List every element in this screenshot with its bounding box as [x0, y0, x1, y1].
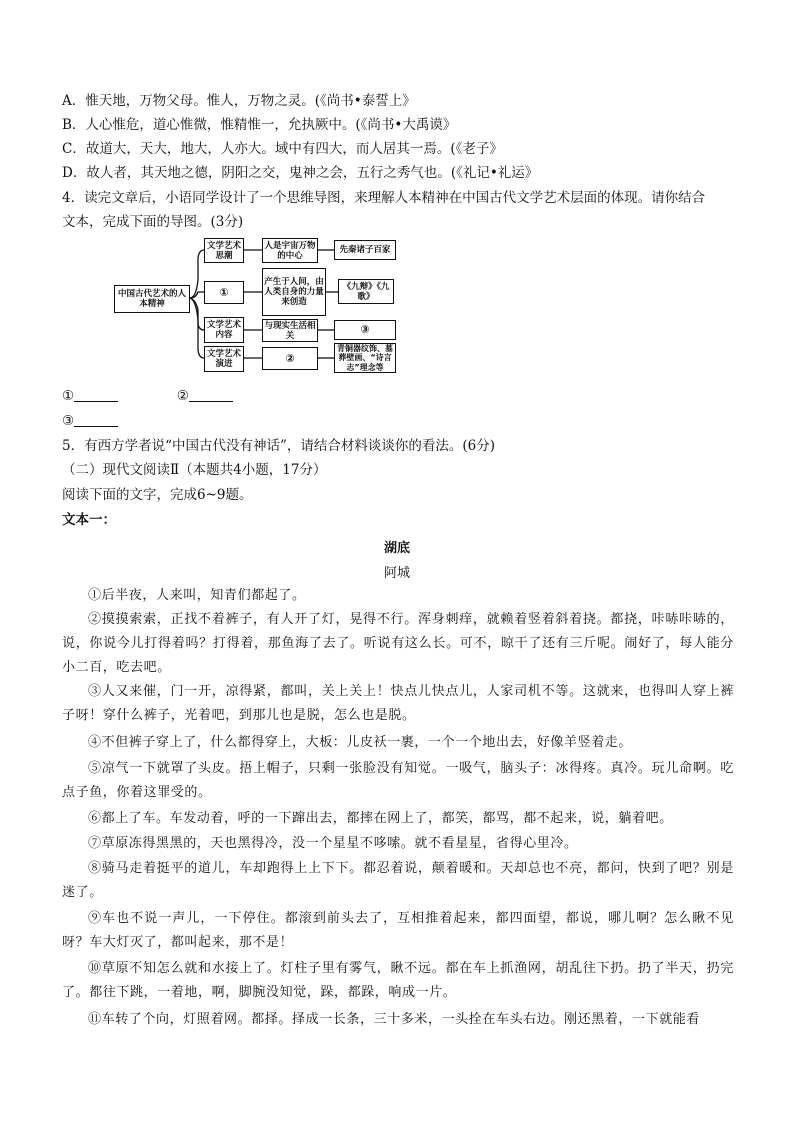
story-author: 阿城 [383, 566, 410, 581]
story-paragraph-8: ⑧骑马走着挺平的道儿，车却跑得上上下下。都忍着说，颠着暖和。天却总也不亮，都问，快到了吧？别是迷了。 [62, 861, 734, 900]
option-b: B．人心惟危，道心惟微，惟精惟一，允执厥中。(《尚书•大禹谟》 [62, 117, 457, 133]
branch-2-right: 《九辩》《九歌》 [338, 279, 394, 304]
story-paragraph-11: ⑪车转了个向，灯照着网。都择。择成一长条，三十多米，一头拴在车头右边。刚还黑着，一下就能看 [88, 1012, 701, 1027]
answer-blank-1[interactable] [74, 387, 118, 402]
question-4-line-1: 4．读完文章后，小语同学设计了一个思维导图，来理解人本精神在中国古代文学艺术层面的体现。请你结合 [62, 190, 706, 206]
branch-3-right: ③ [334, 320, 396, 340]
blank-2-marker: ② [176, 388, 189, 404]
question-5: 5．有西方学者说“中国古代没有神话”，请结合材料谈谈你的看法。(6分) [62, 438, 496, 454]
answer-blank-2[interactable] [189, 387, 233, 402]
branch-1-middle: 人是宇宙万物的中心 [262, 238, 318, 263]
answer-blank-3[interactable] [74, 412, 118, 427]
branch-2-middle: 产生于人间，由人类自身的力量来创造 [262, 268, 326, 316]
option-a: A．惟天地，万物父母。惟人，万物之灵。(《尚书•泰誓上》 [62, 93, 416, 109]
story-paragraph-1: ①后半夜，人来叫，知青们都起了。 [88, 588, 306, 603]
story-paragraph-6: ⑥都上了车。车发动着，呼的一下蹿出去，都摔在网上了，都笑，都骂，都不起来，说，躺着吧。 [88, 811, 673, 826]
branch-4-label: 文学艺术演进 [204, 346, 244, 372]
story-paragraph-10: ⑩草原不知怎么就和水接上了。灯柱子里有雾气，瞅不远。都在车上抓渔网，胡乱往下扔。扔了半天，扔完了。都往下跳，一着地，啊，脚腕没知觉，跺，都跺，响成一片。 [62, 961, 734, 1000]
branch-3-middle: 与现实生活相关 [262, 319, 318, 342]
story-paragraph-3: ③人又来催，门一开，凉得紧，都叫，关上关上！快点儿快点儿，人家司机不等。这就来，也得叫人穿上裤子呀！穿什么裤子，光着吧，到那儿也是脱，怎么也是脱。 [62, 684, 734, 723]
story-paragraph-7: ⑦草原冻得黑黑的，天也黑得冷，没一个星星不哆嗦。就不看星星，省得心里冷。 [88, 836, 578, 851]
branch-3-label: 文学艺术内容 [204, 317, 244, 343]
branch-2-label: ① [204, 281, 244, 304]
mind-map-root: 中国古代艺术的人本精神 [114, 285, 190, 313]
answer-blank-row-2 [62, 411, 118, 431]
reading-instruction: 阅读下面的文字，完成6~9题。 [62, 487, 253, 503]
blank-3-marker: ③ [62, 413, 75, 429]
section-heading: （二）现代文阅读Ⅱ（本题共4小题，17分） [62, 462, 327, 478]
branch-4-right: 青铜器纹饰、墓葬壁画、“诗言志”理念等 [334, 343, 396, 373]
branch-1-right: 先秦诸子百家 [334, 240, 396, 260]
branch-4-middle: ② [262, 347, 318, 370]
blank-1-marker: ① [62, 388, 75, 404]
option-d: D．故人者，其天地之德，阴阳之交，鬼神之会，五行之秀气也。(《礼记•礼运》 [62, 165, 539, 181]
story-paragraph-5: ⑤凉气一下就罩了头皮。捂上帽子，只剩一张脸没有知觉。一吸气，脑头子：冰得疼。真冷。玩儿命啊。吃点子鱼，你着这罪受的。 [62, 761, 734, 800]
option-c: C．故道大，天大，地大，人亦大。域中有四大，而人居其一焉。(《老子》 [62, 141, 503, 157]
answer-blank-row-1 [62, 386, 233, 406]
story-paragraph-9: ⑨车也不说一声儿，一下停住。都滚到前头去了，互相推着起来，都四面望，都说，哪儿啊？怎么瞅不见呀？车大灯灭了，都叫起来，那不是！ [62, 911, 734, 950]
branch-1-label: 文学艺术思潮 [204, 238, 244, 263]
story-paragraph-2: ②摸摸索索，正找不着裤子，有人开了灯，晃得不行。浑身刺痒，就赖着竖着斜着挠。都挠，咔哧咔哧的，说，你说今儿打得着吗？打得着，那鱼海了去了。听说有这么长。可不，晾干了还有三斤呢。闹好了，每人能分小二百，吃去吧。 [62, 612, 734, 675]
question-4-line-2: 文本，完成下面的导图。(3分) [62, 214, 244, 230]
text-one-label: 文本一： [62, 512, 116, 528]
mind-map-connectors [0, 0, 794, 400]
story-title: 湖底 [383, 541, 410, 556]
story-paragraph-4: ④不但裤子穿上了，什么都得穿上，大板：儿皮袄一裹，一个一个地出去，好像羊竖着走。 [88, 735, 633, 750]
